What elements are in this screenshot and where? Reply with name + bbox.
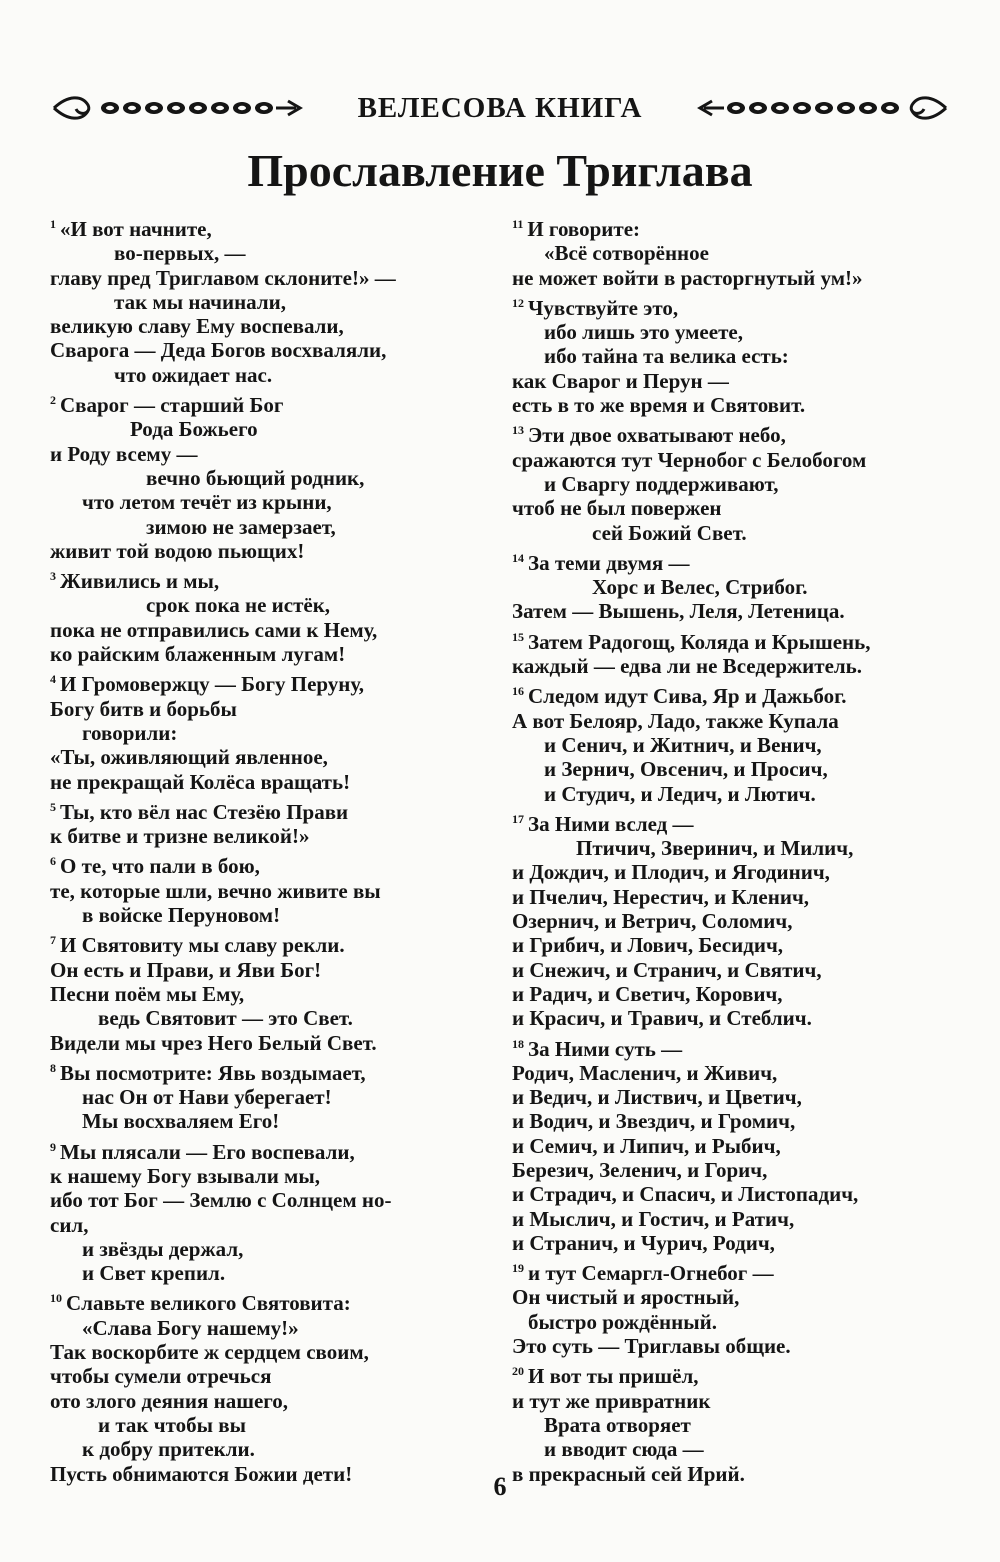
- verse-line: [512, 1310, 962, 1334]
- verse-text: Пусть обнимаются Божии дети!: [50, 1461, 353, 1486]
- verse-text: И говорите:: [527, 217, 641, 241]
- verse-number: 8: [50, 1060, 56, 1075]
- right-column: [512, 217, 962, 1492]
- verse-number: 2: [50, 393, 56, 408]
- verse: [512, 551, 962, 624]
- verse-line: [512, 599, 962, 623]
- verse-text: Песни поём мы Ему,: [50, 981, 245, 1006]
- verse-line: [50, 642, 488, 666]
- verse-text: Чувствуйте это,: [528, 295, 679, 320]
- verse-text: и Свет крепил.: [82, 1261, 226, 1286]
- verse: [50, 672, 488, 793]
- verse-text: и Радич, и Светич, Корович,: [512, 981, 783, 1006]
- verse-line: [512, 423, 962, 447]
- verse-line: [50, 490, 488, 514]
- verse-line: [512, 1364, 962, 1388]
- verse-text: к битве и тризне великой!»: [50, 824, 310, 849]
- verse-line: [512, 709, 962, 733]
- verse-text: к нашему Богу взывали мы,: [50, 1163, 321, 1188]
- verse-text: Эти двое охватывают небо,: [528, 423, 786, 448]
- verse-line: [50, 1437, 488, 1461]
- verse-text: и Студич, и Ледич, и Лютич.: [544, 781, 816, 806]
- verse-text: Сварог — старший Бог: [60, 393, 284, 418]
- verse-text: не прекращай Колёса вращать!: [50, 769, 351, 794]
- verse-text: что летом течёт из крыни,: [82, 490, 332, 515]
- verse-line: [50, 1413, 488, 1437]
- verse-text: Богу битв и борьбы: [50, 696, 237, 721]
- verse-line: [512, 575, 962, 599]
- verse-line: [50, 1109, 488, 1133]
- verse-line: [50, 982, 488, 1006]
- verse-text: «И вот начните,: [60, 217, 212, 241]
- verse-line: [50, 290, 488, 314]
- verse-number: 18: [512, 1036, 524, 1051]
- verse: [50, 854, 488, 927]
- verse-number: 6: [50, 854, 56, 869]
- verse-text: «Всё сотворённое: [544, 241, 709, 266]
- verse-text: Живились и мы,: [60, 569, 220, 594]
- verse-line: [512, 909, 962, 933]
- verse-line: [512, 1109, 962, 1133]
- verse: [512, 423, 962, 544]
- verse-text: пока не отправились сами к Нему,: [50, 617, 378, 642]
- verse-text: «Слава Богу нашему!»: [82, 1315, 299, 1340]
- left-column: [50, 217, 488, 1492]
- verse-text: Родич, Масленич, и Живич,: [512, 1060, 778, 1085]
- verse-number: 10: [50, 1291, 62, 1306]
- verse-text: в прекрасный сей Ирий.: [512, 1461, 745, 1486]
- verse-text: Мы плясали — Его воспевали,: [60, 1139, 355, 1164]
- verse-line: [512, 1158, 962, 1182]
- verse-text: Он есть и Прави, и Яви Бог!: [50, 957, 322, 982]
- verse-line: [512, 1437, 962, 1461]
- verse-text: что ожидает нас.: [114, 362, 273, 387]
- verse-text: Рода Божьего: [130, 417, 258, 442]
- verse-line: [50, 1237, 488, 1261]
- verse-text: И вот ты пришёл,: [528, 1364, 699, 1389]
- verse-text: и Роду всему —: [50, 441, 198, 466]
- verse-text: Славьте великого Святовита:: [66, 1291, 351, 1316]
- verse-number: 7: [50, 933, 56, 948]
- verse: [512, 1364, 962, 1485]
- verse: [512, 217, 962, 290]
- verse-line: [50, 618, 488, 642]
- verse-text: ото злого деяния нашего,: [50, 1388, 289, 1413]
- verse-line: [50, 515, 488, 539]
- verse-line: [50, 363, 488, 387]
- verse-line: [512, 1037, 962, 1061]
- verse-number: 20: [512, 1364, 524, 1379]
- verse-text: не может войти в расторгнутый ум!»: [512, 265, 863, 290]
- verse-text: «Ты, оживляющий явленное,: [50, 745, 328, 770]
- verse-line: [50, 854, 488, 878]
- verse-text: ведь Святовит — это Свет.: [98, 1006, 353, 1031]
- verse: [50, 1061, 488, 1134]
- verse-line: [50, 442, 488, 466]
- verse-line: [50, 1061, 488, 1085]
- verse-text: Хорс и Велес, Стрибог.: [592, 575, 808, 600]
- verse-line: [50, 1188, 488, 1212]
- verse-number: 14: [512, 550, 524, 565]
- verse-line: [512, 885, 962, 909]
- verse: [512, 630, 962, 679]
- verse-text: Затем — Вышень, Леля, Летеница.: [512, 599, 845, 624]
- verse: [50, 393, 488, 563]
- verse-text: и вводит сюда —: [544, 1437, 704, 1462]
- verse-number: 1: [50, 217, 56, 231]
- verse-text: главу пред Триглавом склоните!» —: [50, 265, 396, 290]
- verse-text: За Ними вслед —: [528, 811, 694, 836]
- verse-text: и Водич, и Звездич, и Громич,: [512, 1109, 796, 1134]
- verse-line: [512, 496, 962, 520]
- verse-number: 5: [50, 799, 56, 814]
- verse-text: говорили:: [82, 720, 178, 745]
- verse-line: [50, 1316, 488, 1340]
- verse: [512, 1261, 962, 1358]
- verse: [512, 812, 962, 1031]
- verse-line: [50, 933, 488, 957]
- verse-number: 11: [512, 217, 524, 231]
- verse-text: ко райским блаженным лугам!: [50, 642, 346, 667]
- verse-text: Вы посмотрите: Явь воздымает,: [60, 1060, 366, 1085]
- verse-text: Он чистый и яростный,: [512, 1285, 740, 1310]
- verse-line: [50, 721, 488, 745]
- verse-line: [512, 217, 962, 241]
- verse-number: 9: [50, 1139, 56, 1154]
- verse-number: 13: [512, 423, 524, 438]
- verse-line: [512, 1334, 962, 1358]
- verse-line: [512, 521, 962, 545]
- verse-text: чтобы сумели отречься: [50, 1364, 272, 1389]
- verse-line: [50, 800, 488, 824]
- verse-text: и Семич, и Липич, и Рыбич,: [512, 1133, 781, 1158]
- verse-text: и Сенич, и Житнич, и Венич,: [544, 732, 822, 757]
- verse-line: [50, 672, 488, 696]
- verse-text: каждый — едва ли не Вседержитель.: [512, 654, 863, 679]
- verse-line: [50, 539, 488, 563]
- verse-line: [50, 1261, 488, 1285]
- verse-text: зимою не замерзает,: [146, 514, 336, 539]
- verse-text: и Ведич, и Листвич, и Цветич,: [512, 1085, 802, 1110]
- verse-text: Березич, Зеленич, и Горич,: [512, 1157, 768, 1182]
- verse-line: [50, 241, 488, 265]
- verse-text: и Сваргу поддерживают,: [544, 471, 779, 496]
- verse-text: и Страдич, и Спасич, и Листопадич,: [512, 1182, 859, 1207]
- verse-line: [50, 824, 488, 848]
- verse-text: Видели мы чрез Него Белый Свет.: [50, 1030, 377, 1055]
- verse-line: [512, 1085, 962, 1109]
- verse-line: [512, 933, 962, 957]
- page-number: 6: [493, 1472, 507, 1501]
- verse-line: [50, 466, 488, 490]
- verse-line: [50, 1340, 488, 1364]
- verse-text: и тут Семаргл-Огнебог —: [528, 1261, 774, 1286]
- verse-text: сей Божий Свет.: [592, 520, 747, 545]
- verse-line: [50, 338, 488, 362]
- verse-line: [512, 320, 962, 344]
- verse-text: к добру притекли.: [82, 1437, 255, 1462]
- verse-text: и Грибич, и Лович, Бесидич,: [512, 933, 784, 958]
- ornament-left-icon: [48, 91, 308, 125]
- verse-text: и Красич, и Травич, и Стеблич.: [512, 1006, 812, 1031]
- verse-line: [512, 733, 962, 757]
- verse-line: [50, 1364, 488, 1388]
- verse-text: Ты, кто вёл нас Стезёю Прави: [60, 799, 349, 824]
- verse-line: [512, 1285, 962, 1309]
- verse-line: [50, 417, 488, 441]
- verse-line: [50, 958, 488, 982]
- verse-line: [50, 569, 488, 593]
- verse-line: [50, 1031, 488, 1055]
- verse-line: [50, 266, 488, 290]
- verse-line: [50, 745, 488, 769]
- verse-text: Следом идут Сива, Яр и Дажьбог.: [528, 684, 847, 709]
- verse-text: быстро рождённый.: [528, 1309, 717, 1334]
- verse-text: и Странич, и Чурич, Родич,: [512, 1230, 775, 1255]
- verse-text: так мы начинали,: [114, 289, 286, 314]
- running-title: ВЕЛЕСОВА КНИГА: [357, 91, 643, 124]
- verse-line: [50, 1164, 488, 1188]
- verse-line: [50, 879, 488, 903]
- verse-line: [512, 241, 962, 265]
- verse: [50, 933, 488, 1054]
- verse-line: [512, 812, 962, 836]
- verse-text: Озернич, и Ветрич, Соломич,: [512, 909, 793, 934]
- ornament-right-icon: [692, 91, 952, 125]
- verse-text: сражаются тут Чернобог с Белобогом: [512, 447, 867, 472]
- verse-text: и так чтобы вы: [98, 1412, 247, 1437]
- verse-text: и Снежич, и Странич, и Святич,: [512, 957, 822, 982]
- verse-number: 15: [512, 629, 524, 644]
- verse-line: [512, 860, 962, 884]
- verse-number: 16: [512, 684, 524, 699]
- verse-text: и Зернич, Овсенич, и Просич,: [544, 757, 828, 782]
- verse-line: [512, 472, 962, 496]
- verse-text: те, которые шли, вечно живите вы: [50, 878, 381, 903]
- verse-number: 3: [50, 569, 56, 584]
- verse-text: нас Он от Нави уберегает!: [82, 1085, 332, 1110]
- verse-line: [50, 1389, 488, 1413]
- chapter-title: Прославление Триглава: [247, 145, 753, 196]
- verse-line: [50, 1085, 488, 1109]
- verse-line: [512, 836, 962, 860]
- verse-text: чтоб не был повержен: [512, 496, 722, 521]
- verse-text: вечно бьющий родник,: [146, 465, 365, 490]
- verse-line: [512, 344, 962, 368]
- verse-line: [512, 1261, 962, 1285]
- verse-line: [512, 654, 962, 678]
- verse: [50, 800, 488, 849]
- verse: [50, 217, 488, 387]
- verse-line: [50, 1213, 488, 1237]
- verse-line: [50, 217, 488, 241]
- verse-line: [50, 1140, 488, 1164]
- verse-line: [512, 630, 962, 654]
- verse-line: [50, 697, 488, 721]
- verse-text: живит той водою пьющих!: [50, 538, 305, 563]
- verse-text: ибо тайна та велика есть:: [544, 344, 789, 369]
- verse-line: [512, 1413, 962, 1437]
- verse: [50, 1140, 488, 1286]
- verse: [512, 684, 962, 805]
- verse: [50, 1291, 488, 1485]
- verse-line: [512, 1182, 962, 1206]
- verse-text: Птичич, Зверинич, и Милич,: [576, 836, 854, 861]
- verse-line: [512, 1231, 962, 1255]
- verse: [512, 1037, 962, 1256]
- verse-line: [512, 296, 962, 320]
- verse-text: и Пчелич, Нерестич, и Кленич,: [512, 884, 810, 909]
- running-header: [48, 88, 952, 128]
- verse-text: и тут же привратник: [512, 1388, 711, 1413]
- verse-text: За теми двумя —: [528, 550, 690, 575]
- verse-line: [512, 448, 962, 472]
- verse-text: О те, что пали в бою,: [60, 854, 260, 879]
- verse-line: [50, 1006, 488, 1030]
- verse-line: [50, 593, 488, 617]
- verse-line: [512, 266, 962, 290]
- verse-line: [512, 1207, 962, 1231]
- verse-line: [512, 369, 962, 393]
- verse-text: и Дождич, и Плодич, и Ягодинич,: [512, 860, 830, 885]
- verse-text: Сварога — Деда Богов восхваляли,: [50, 338, 387, 363]
- verse-number: 4: [50, 672, 56, 687]
- verse-line: [512, 1134, 962, 1158]
- verse-line: [512, 1061, 962, 1085]
- verse-line: [512, 958, 962, 982]
- verse-line: [50, 1291, 488, 1315]
- verse-text: есть в то же время и Святовит.: [512, 393, 806, 418]
- verse-text: А вот Белояр, Ладо, также Купала: [512, 708, 839, 733]
- verse-line: [50, 770, 488, 794]
- verse-line: [512, 551, 962, 575]
- verse-text: Врата отворяет: [544, 1412, 691, 1437]
- verse-line: [50, 903, 488, 927]
- verse-text: как Сварог и Перун —: [512, 368, 729, 393]
- verse-text: великую славу Ему воспевали,: [50, 314, 344, 339]
- verse-text: сил,: [50, 1212, 89, 1237]
- verse-number: 17: [512, 811, 524, 826]
- verse-line: [50, 314, 488, 338]
- verse-text: и звёзды держал,: [82, 1236, 244, 1261]
- verse-line: [50, 393, 488, 417]
- verse-text: срок пока не истёк,: [146, 593, 331, 618]
- verse-line: [512, 393, 962, 417]
- verse-text: Это суть — Триглавы общие.: [512, 1334, 791, 1359]
- verse-line: [512, 1006, 962, 1030]
- verse-line: [512, 757, 962, 781]
- verse-number: 12: [512, 295, 524, 310]
- verse-line: [512, 1389, 962, 1413]
- verse-line: [512, 782, 962, 806]
- verse-text: Затем Радогощ, Коляда и Крышень,: [528, 629, 871, 654]
- verse-text: в войске Перуновом!: [82, 903, 281, 928]
- verse-text: Мы восхваляем Его!: [82, 1109, 280, 1134]
- verse-text: и Мыслич, и Гостич, и Ратич,: [512, 1206, 795, 1231]
- verse-text: И Святовиту мы славу рекли.: [60, 933, 345, 958]
- verse-text: Так воскорбите ж сердцем своим,: [50, 1340, 369, 1365]
- verse-number: 19: [512, 1261, 524, 1276]
- verse: [50, 569, 488, 666]
- verse-line: [512, 684, 962, 708]
- verse-text: И Громовержцу — Богу Перуну,: [60, 672, 365, 697]
- verse-text: во-первых, —: [114, 241, 246, 266]
- verse-text: За Ними суть —: [528, 1036, 683, 1061]
- verse-line: [512, 982, 962, 1006]
- verse-text: ибо лишь это умеете,: [544, 320, 743, 345]
- verse-text: ибо тот Бог — Землю с Солнцем но-: [50, 1188, 392, 1213]
- verse: [512, 296, 962, 417]
